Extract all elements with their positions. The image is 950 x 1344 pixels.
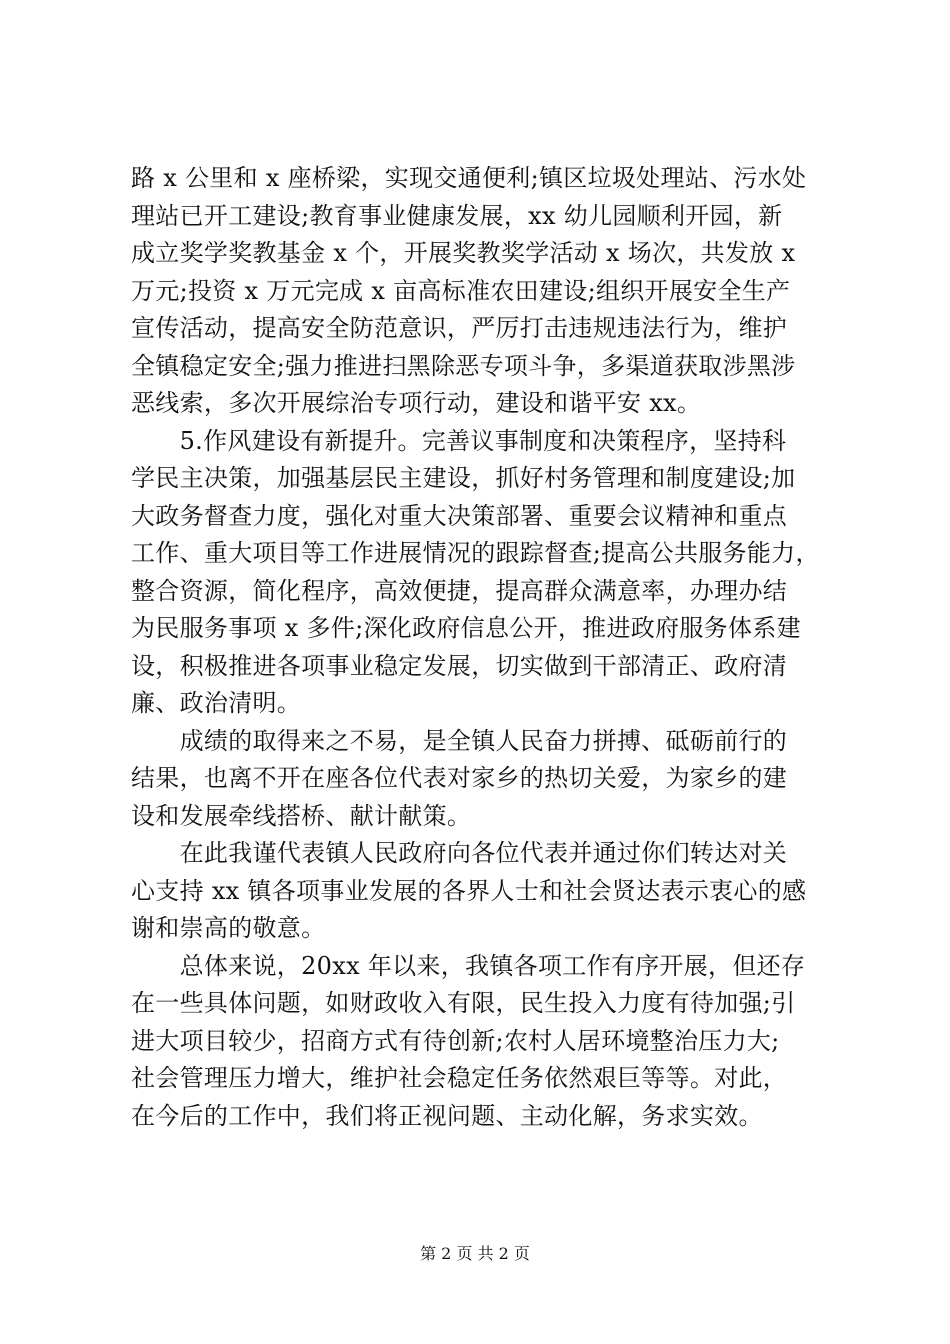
- text-line: 万元;投资 x 万元完成 x 亩高标准农田建设;组织开展安全生产: [131, 276, 791, 305]
- text-line: 恶线索，多次开展综治专项行动，建设和谐平安 xx。: [131, 389, 702, 417]
- page-number-footer: 第 2 页 共 2 页: [420, 1244, 530, 1263]
- text-line: 理站已开工建设;教育事业健康发展，xx 幼儿园顺利开园，新: [131, 201, 783, 230]
- document-body: [131, 160, 841, 1135]
- text-line: 社会管理压力增大，维护社会稳定任务依然艰巨等等。对此，: [131, 1064, 788, 1092]
- text-line: 在一些具体问题，如财政收入有限，民生投入力度有待加强;引: [131, 989, 796, 1017]
- text-line: 谢和崇高的敬意。: [131, 914, 326, 942]
- text-line: 全镇稳定安全;强力推进扫黑除恶专项斗争，多渠道获取涉黑涉: [131, 351, 796, 380]
- text-line: 总体来说，20xx 年以来，我镇各项工作有序开展，但还存: [131, 951, 806, 980]
- text-line: 结果，也离不开在座各位代表对家乡的热切关爱，为家乡的建: [131, 764, 788, 792]
- text-line: 整合资源，简化程序，高效便捷，提高群众满意率，办理办结: [131, 576, 788, 605]
- text-line: 心支持 xx 镇各项事业发展的各界人士和社会贤达表示衷心的感: [131, 876, 807, 905]
- text-line: 进大项目较少，招商方式有待创新;农村人居环境整治压力大;: [131, 1026, 780, 1055]
- text-line: 工作、重大项目等工作进展情况的跟踪督查;提高公共服务能力，: [131, 539, 820, 567]
- text-line: 在此我谨代表镇人民政府向各位代表并通过你们转达对关: [131, 839, 788, 867]
- text-line: 路 x 公里和 x 座桥梁，实现交通便利;镇区垃圾处理站、污水处: [131, 164, 807, 192]
- text-line: 5.作风建设有新提升。完善议事制度和决策程序，坚持科: [131, 426, 787, 455]
- text-line: 大政务督查力度，强化对重大决策部署、重要会议精神和重点: [131, 501, 788, 530]
- text-line: 学民主决策，加强基层民主建设，抓好村务管理和制度建设;加: [131, 464, 796, 492]
- text-line: 设和发展牵线搭桥、献计献策。: [131, 801, 472, 830]
- text-line: 宣传活动，提高安全防范意识，严厉打击违规违法行为，维护: [131, 314, 788, 342]
- text-line: 在今后的工作中，我们将正视问题、主动化解，务求实效。: [131, 1101, 763, 1130]
- text-line: 为民服务事项 x 多件;深化政府信息公开，推进政府服务体系建: [131, 614, 801, 642]
- text-line: 成立奖学奖教基金 x 个，开展奖教奖学活动 x 场次，共发放 x: [131, 239, 796, 267]
- text-line: 廉、政治清明。: [131, 689, 302, 717]
- text-line: 成绩的取得来之不易，是全镇人民奋力拼搏、砥砺前行的: [131, 726, 788, 755]
- text-line: 设，积极推进各项事业稳定发展，切实做到干部清正、政府清: [131, 651, 788, 680]
